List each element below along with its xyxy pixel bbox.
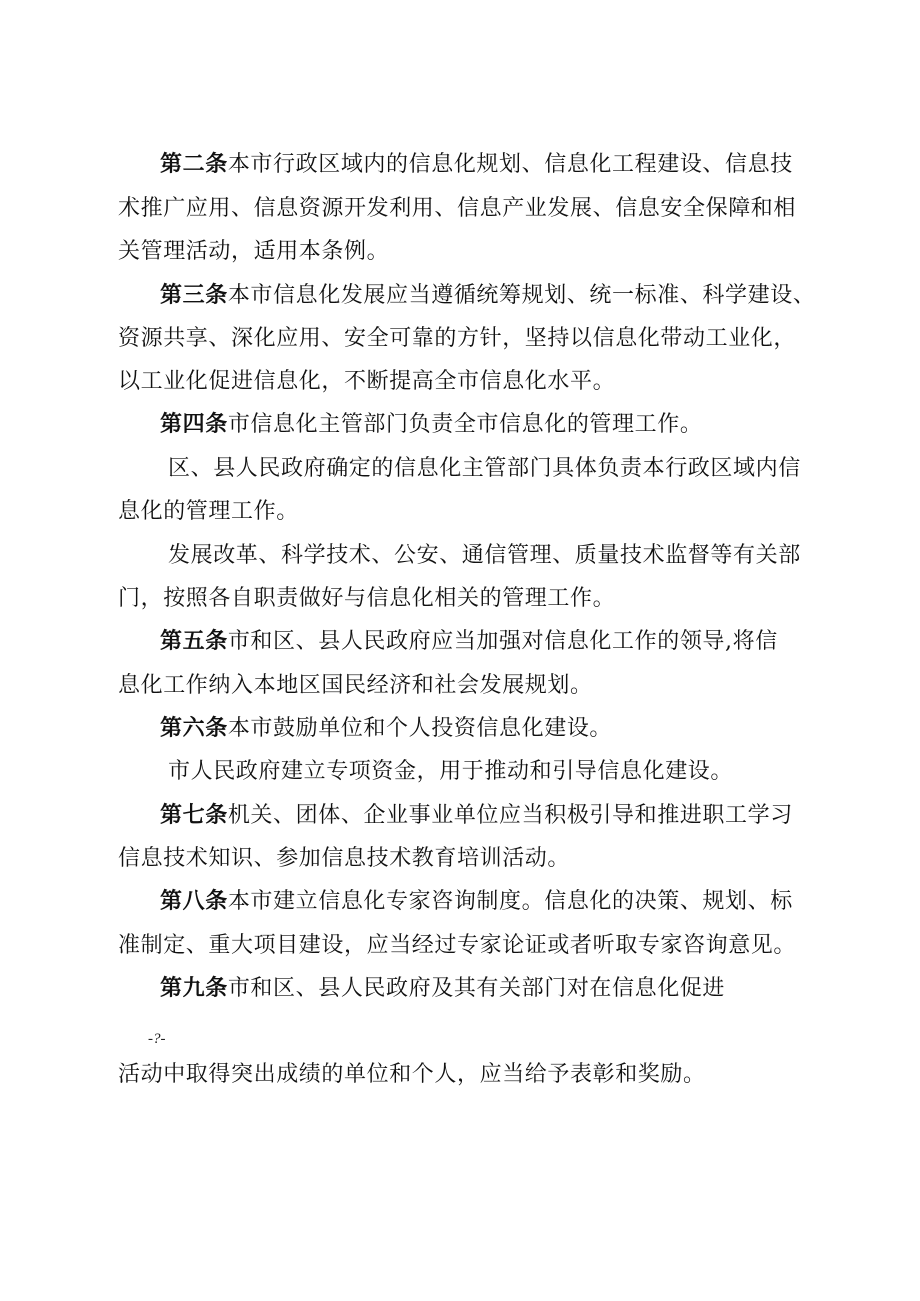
article-text: 本市建立信息化专家咨询制度。信息化的决策、规划、标 [227,889,793,914]
article-6-line-1 [160,714,612,744]
article-text: 本市行政区域内的信息化规划、信息化工程建设、信息技 [227,152,793,177]
article-heading: 第八条 [160,889,228,914]
article-4-line-3 [118,497,299,527]
article-3-line-1 [160,281,815,311]
article-4-line-4 [168,541,801,571]
article-text: 息化工作纳入本地区国民经济和社会发展规划。 [118,673,593,698]
article-text: 市信息化主管部门负责全市信息化的管理工作。 [227,412,703,437]
article-4-line-1 [160,410,702,440]
article-text: 区、县人民政府确定的信息化主管部门具体负责本行政区域内信 [168,456,801,481]
article-heading: 第四条 [160,412,228,437]
article-text: 发展改革、科学技术、公安、通信管理、质量技术监督等有关部 [168,543,801,568]
article-5-line-2 [118,671,593,701]
article-3-line-2 [118,324,796,354]
article-text: 资源共享、深化应用、安全可靠的方针，坚持以信息化带动工业化， [118,326,797,351]
article-text: 以工业化促进信息化，不断提高全市信息化水平。 [118,369,616,394]
article-2-line-1 [160,150,793,180]
article-4-line-5 [118,584,615,614]
article-2-line-2 [118,194,796,224]
article-3-line-3 [118,367,615,397]
article-text: 市和区、县人民政府及其有关部门对在信息化促进 [227,976,726,1001]
article-text: 准制定、重大项目建设，应当经过专家论证或者听取专家咨询意见。 [118,933,797,958]
article-text: 本市鼓励单位和个人投资信息化建设。 [227,716,613,741]
article-text: 本市信息化发展应当遵循统筹规划、统一标准、科学建设、 [227,283,816,308]
article-9-line-1 [160,974,725,1004]
article-heading: 第二条 [160,152,228,177]
article-7-line-2 [118,844,570,874]
article-text: 信息技术知识、参加信息技术教育培训活动。 [118,846,571,871]
article-7-line-1 [160,801,793,831]
article-text: 市人民政府建立专项资金，用于推动和引导信息化建设。 [168,759,734,784]
article-8-line-1 [160,887,793,917]
page-number-mark: -?- [148,1031,166,1047]
article-2-line-3 [118,237,389,267]
article-heading: 第五条 [160,629,228,654]
article-4-line-2 [168,454,801,484]
article-text: 市和区、县人民政府应当加强对信息化工作的领导,将信 [227,629,778,654]
continuation-line [118,1060,706,1090]
article-heading: 第三条 [160,283,228,308]
article-heading: 第六条 [160,716,228,741]
article-6-line-2 [168,757,733,787]
article-8-line-2 [118,931,796,961]
article-text: 术推广应用、信息资源开发利用、信息产业发展、信息安全保障和相 [118,196,797,221]
article-text: 关管理活动，适用本条例。 [118,239,390,264]
article-text: 活动中取得突出成绩的单位和个人，应当给予表彰和奖励。 [118,1062,706,1087]
article-5-line-1 [160,627,778,657]
article-text: 机关、团体、企业事业单位应当积极引导和推进职工学习 [227,803,793,828]
article-heading: 第九条 [160,976,228,1001]
article-text: 门，按照各自职责做好与信息化相关的管理工作。 [118,586,616,611]
article-text: 息化的管理工作。 [118,499,299,524]
article-heading: 第七条 [160,803,228,828]
